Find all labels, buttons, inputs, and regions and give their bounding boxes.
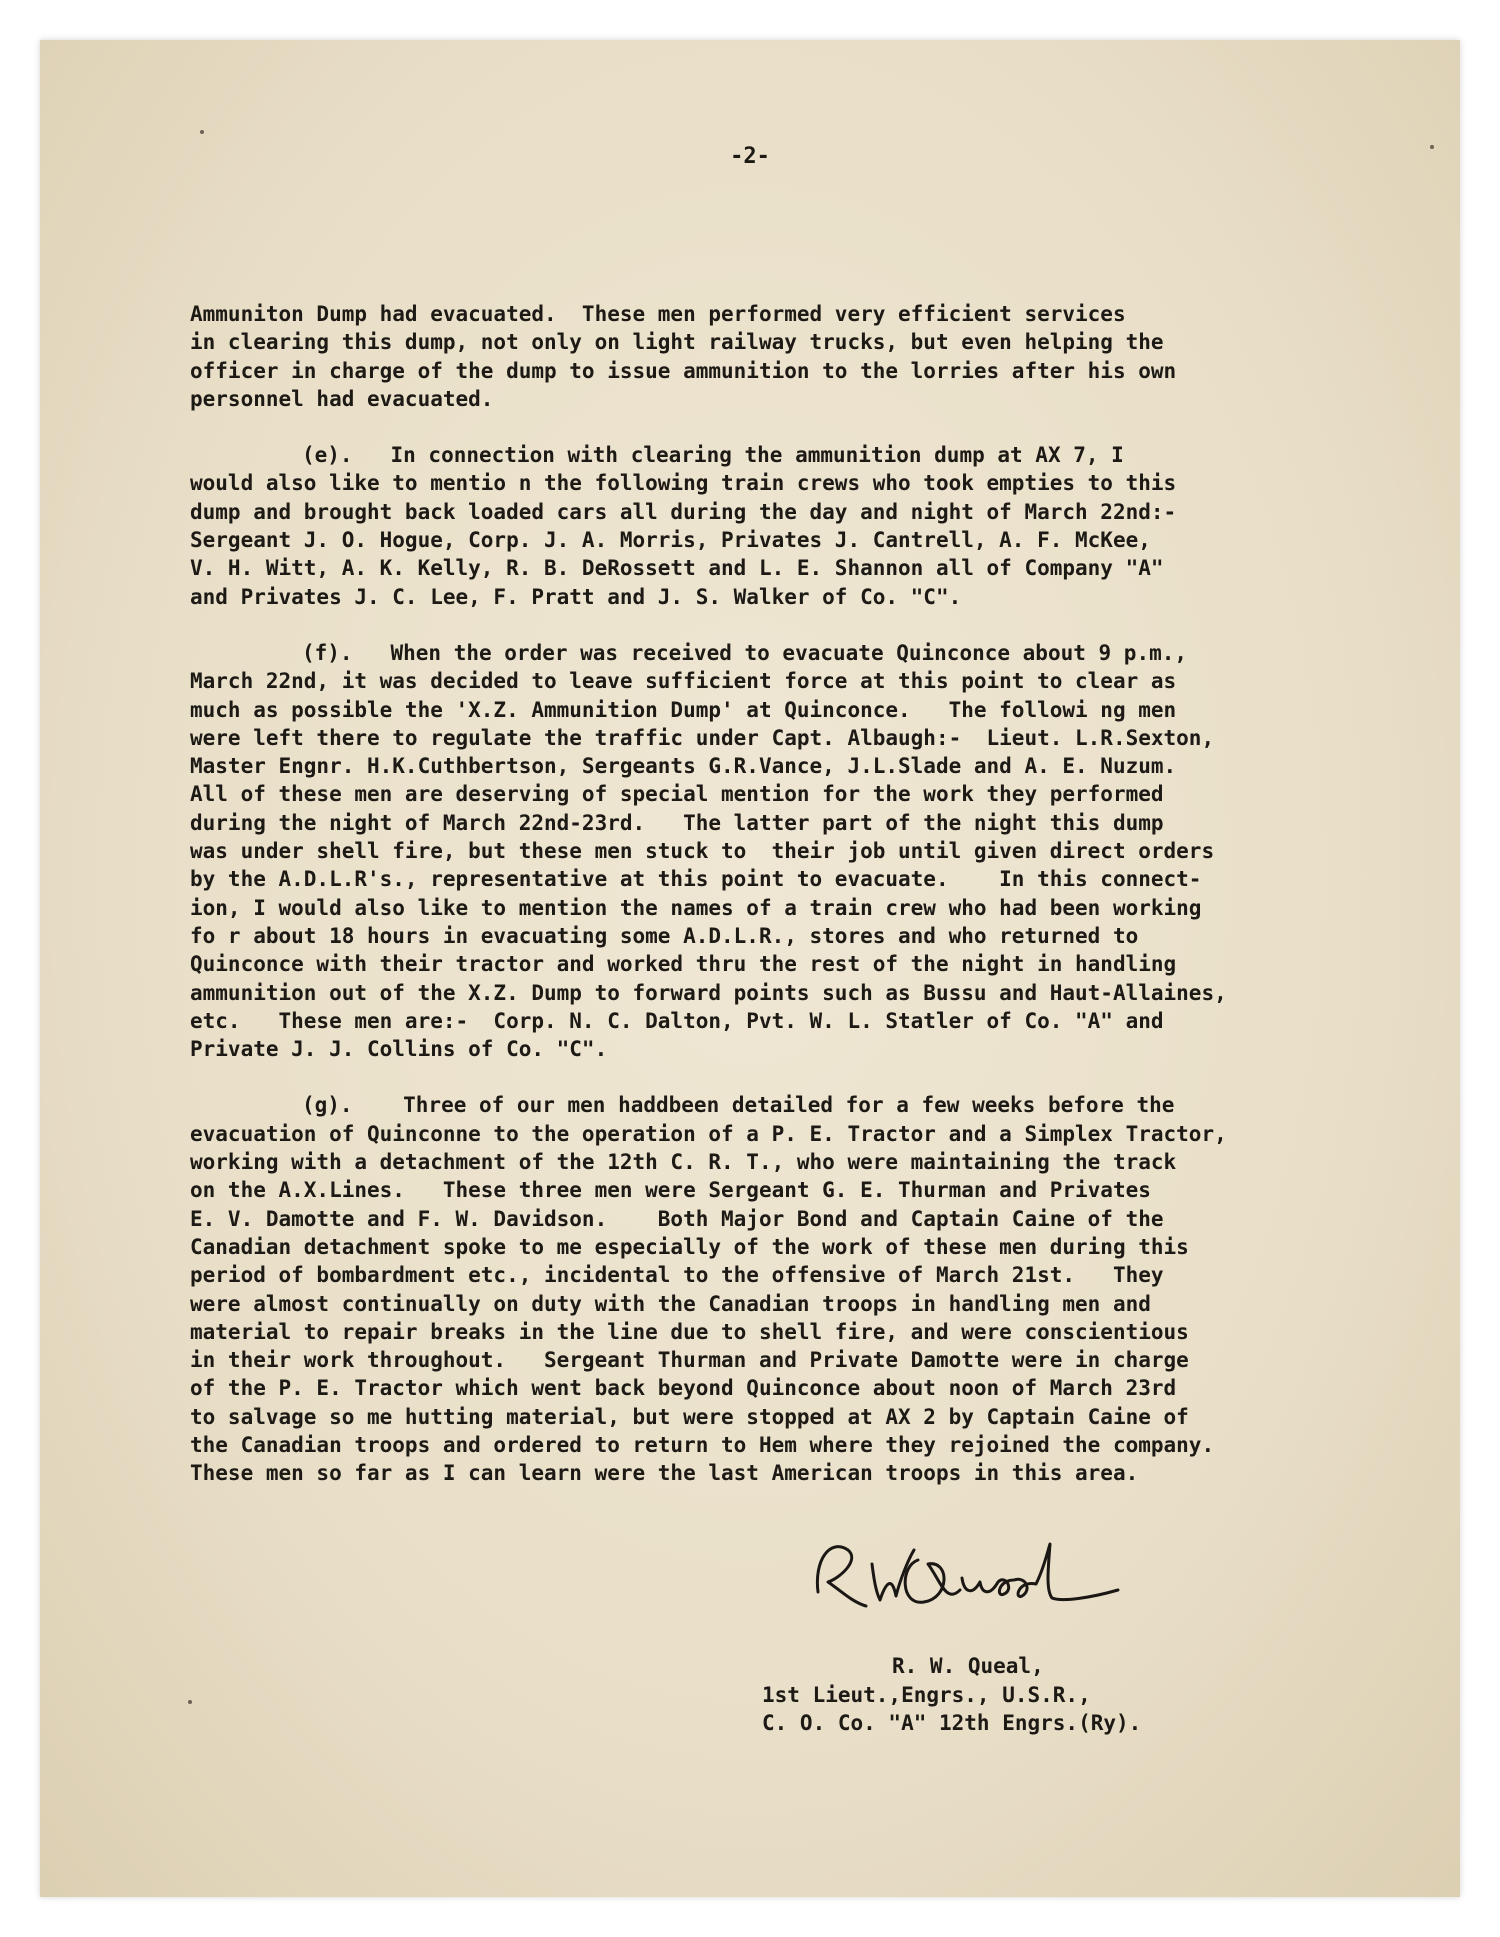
text-line: in their work throughout. Sergeant Thurman and Private Damotte were in charge (190, 1348, 1189, 1373)
paper-speck (200, 130, 204, 134)
paragraph-f (190, 639, 1390, 1063)
text-line: V. H. Witt, A. K. Kelly, R. B. DeRossett and L. E. Shannon all of Company "A" (190, 556, 1164, 581)
signature-drawing (800, 1520, 1140, 1630)
paragraph-g (190, 1091, 1390, 1487)
paper-speck (188, 1700, 192, 1704)
text-line: All of these men are deserving of special mention for the work they performed (190, 782, 1164, 807)
text-line: would also like to mentio n the following train crews who took empties to this (190, 471, 1177, 496)
text-line: working with a detachment of the 12th C. R. T., who were maintaining the track (190, 1150, 1177, 1175)
text-line: ammunition out of the X.Z. Dump to forward points such as Bussu and Haut-Allaines, (190, 980, 1227, 1005)
text-line: and Privates J. C. Lee, F. Pratt and J. S. Walker of Co. "C". (190, 584, 962, 609)
signature-block (762, 1652, 1141, 1738)
text-line: on the A.X.Lines. These three men were Sergeant G. E. Thurman and Privates (190, 1178, 1151, 1203)
text-line: was under shell fire, but these men stuck to their job until given direct orders (190, 839, 1215, 864)
signer-name: R. W. Queal, (892, 1654, 1044, 1678)
text-line: during the night of March 22nd-23rd. The latter part of the night this dump (190, 810, 1164, 835)
text-line: March 22nd, it was decided to leave sufficient force at this point to clear as (190, 669, 1177, 694)
document-page (40, 40, 1460, 1897)
text-line: officer in charge of the dump to issue ammunition to the lorries after his own (190, 358, 1177, 383)
handwritten-signature (800, 1520, 1140, 1630)
text-line: by the A.D.L.R's., representative at this point to evacuate. In this connect- (190, 867, 1202, 892)
letter-body (190, 300, 1390, 1516)
page-number: -2- (730, 144, 770, 169)
text-line: These men so far as I can learn were the last American troops in this area. (190, 1461, 1139, 1486)
text-line: were almost continually on duty with the Canadian troops in handling men and (190, 1291, 1151, 1316)
text-line: ion, I would also like to mention the names of a train crew who had been working (190, 895, 1202, 920)
text-line: dump and brought back loaded cars all during the day and night of March 22nd:- (190, 499, 1177, 524)
paper-speck (1430, 145, 1434, 149)
signer-title: 1st Lieut.,Engrs., U.S.R., (762, 1682, 1091, 1707)
text-line: E. V. Damotte and F. W. Davidson. Both Major Bond and Captain Caine of the (190, 1206, 1164, 1231)
text-line: the Canadian troops and ordered to return to Hem where they rejoined the company. (190, 1432, 1215, 1457)
text-line: (g). Three of our men haddbeen detailed for a few weeks before the (302, 1093, 1175, 1118)
paragraph-continuation (190, 300, 1390, 413)
text-line: period of bombardment etc., incidental to the offensive of March 21st. They (190, 1263, 1164, 1288)
text-line: Private J. J. Collins of Co. "C". (190, 1037, 608, 1062)
text-line: Sergeant J. O. Hogue, Corp. J. A. Morris, Privates J. Cantrell, A. F. McKee, (190, 528, 1151, 553)
text-line: (f). When the order was received to evacuate Quinconce about 9 p.m., (302, 640, 1188, 665)
text-line: of the P. E. Tractor which went back beyond Quinconce about noon of March 23rd (190, 1376, 1177, 1401)
text-line: Quinconce with their tractor and worked thru the rest of the night in handling (190, 952, 1177, 977)
text-line: (e). In connection with clearing the ammunition dump at AX 7, I (302, 443, 1124, 468)
text-line: were left there to regulate the traffic under Capt. Albaugh:- Lieut. L.R.Sexton, (190, 725, 1215, 750)
text-line: to salvage so me hutting material, but were stopped at AX 2 by Captain Caine of (190, 1404, 1189, 1429)
text-line: personnel had evacuated. (190, 386, 494, 411)
text-line: in clearing this dump, not only on light railway trucks, but even helping the (190, 330, 1164, 355)
text-line: material to repair breaks in the line due to shell fire, and were conscientious (190, 1319, 1189, 1344)
text-line: Ammuniton Dump had evacuated. These men performed very efficient services (190, 302, 1126, 326)
text-line: etc. These men are:- Corp. N. C. Dalton, Pvt. W. L. Statler of Co. "A" and (190, 1008, 1164, 1033)
text-line: fo r about 18 hours in evacuating some A.D.L.R., stores and who returned to (190, 923, 1139, 948)
text-line: Master Engnr. H.K.Cuthbertson, Sergeants G.R.Vance, J.L.Slade and A. E. Nuzum. (190, 754, 1177, 779)
text-line: evacuation of Quinconne to the operation of a P. E. Tractor and a Simplex Tractor, (190, 1121, 1227, 1146)
text-line: much as possible the 'X.Z. Ammunition Dump' at Quinconce. The followi ng men (190, 697, 1177, 722)
text-line: Canadian detachment spoke to me especially of the work of these men during this (190, 1234, 1189, 1259)
paragraph-e (190, 441, 1390, 611)
signer-unit: C. O. Co. "A" 12th Engrs.(Ry). (762, 1711, 1142, 1735)
